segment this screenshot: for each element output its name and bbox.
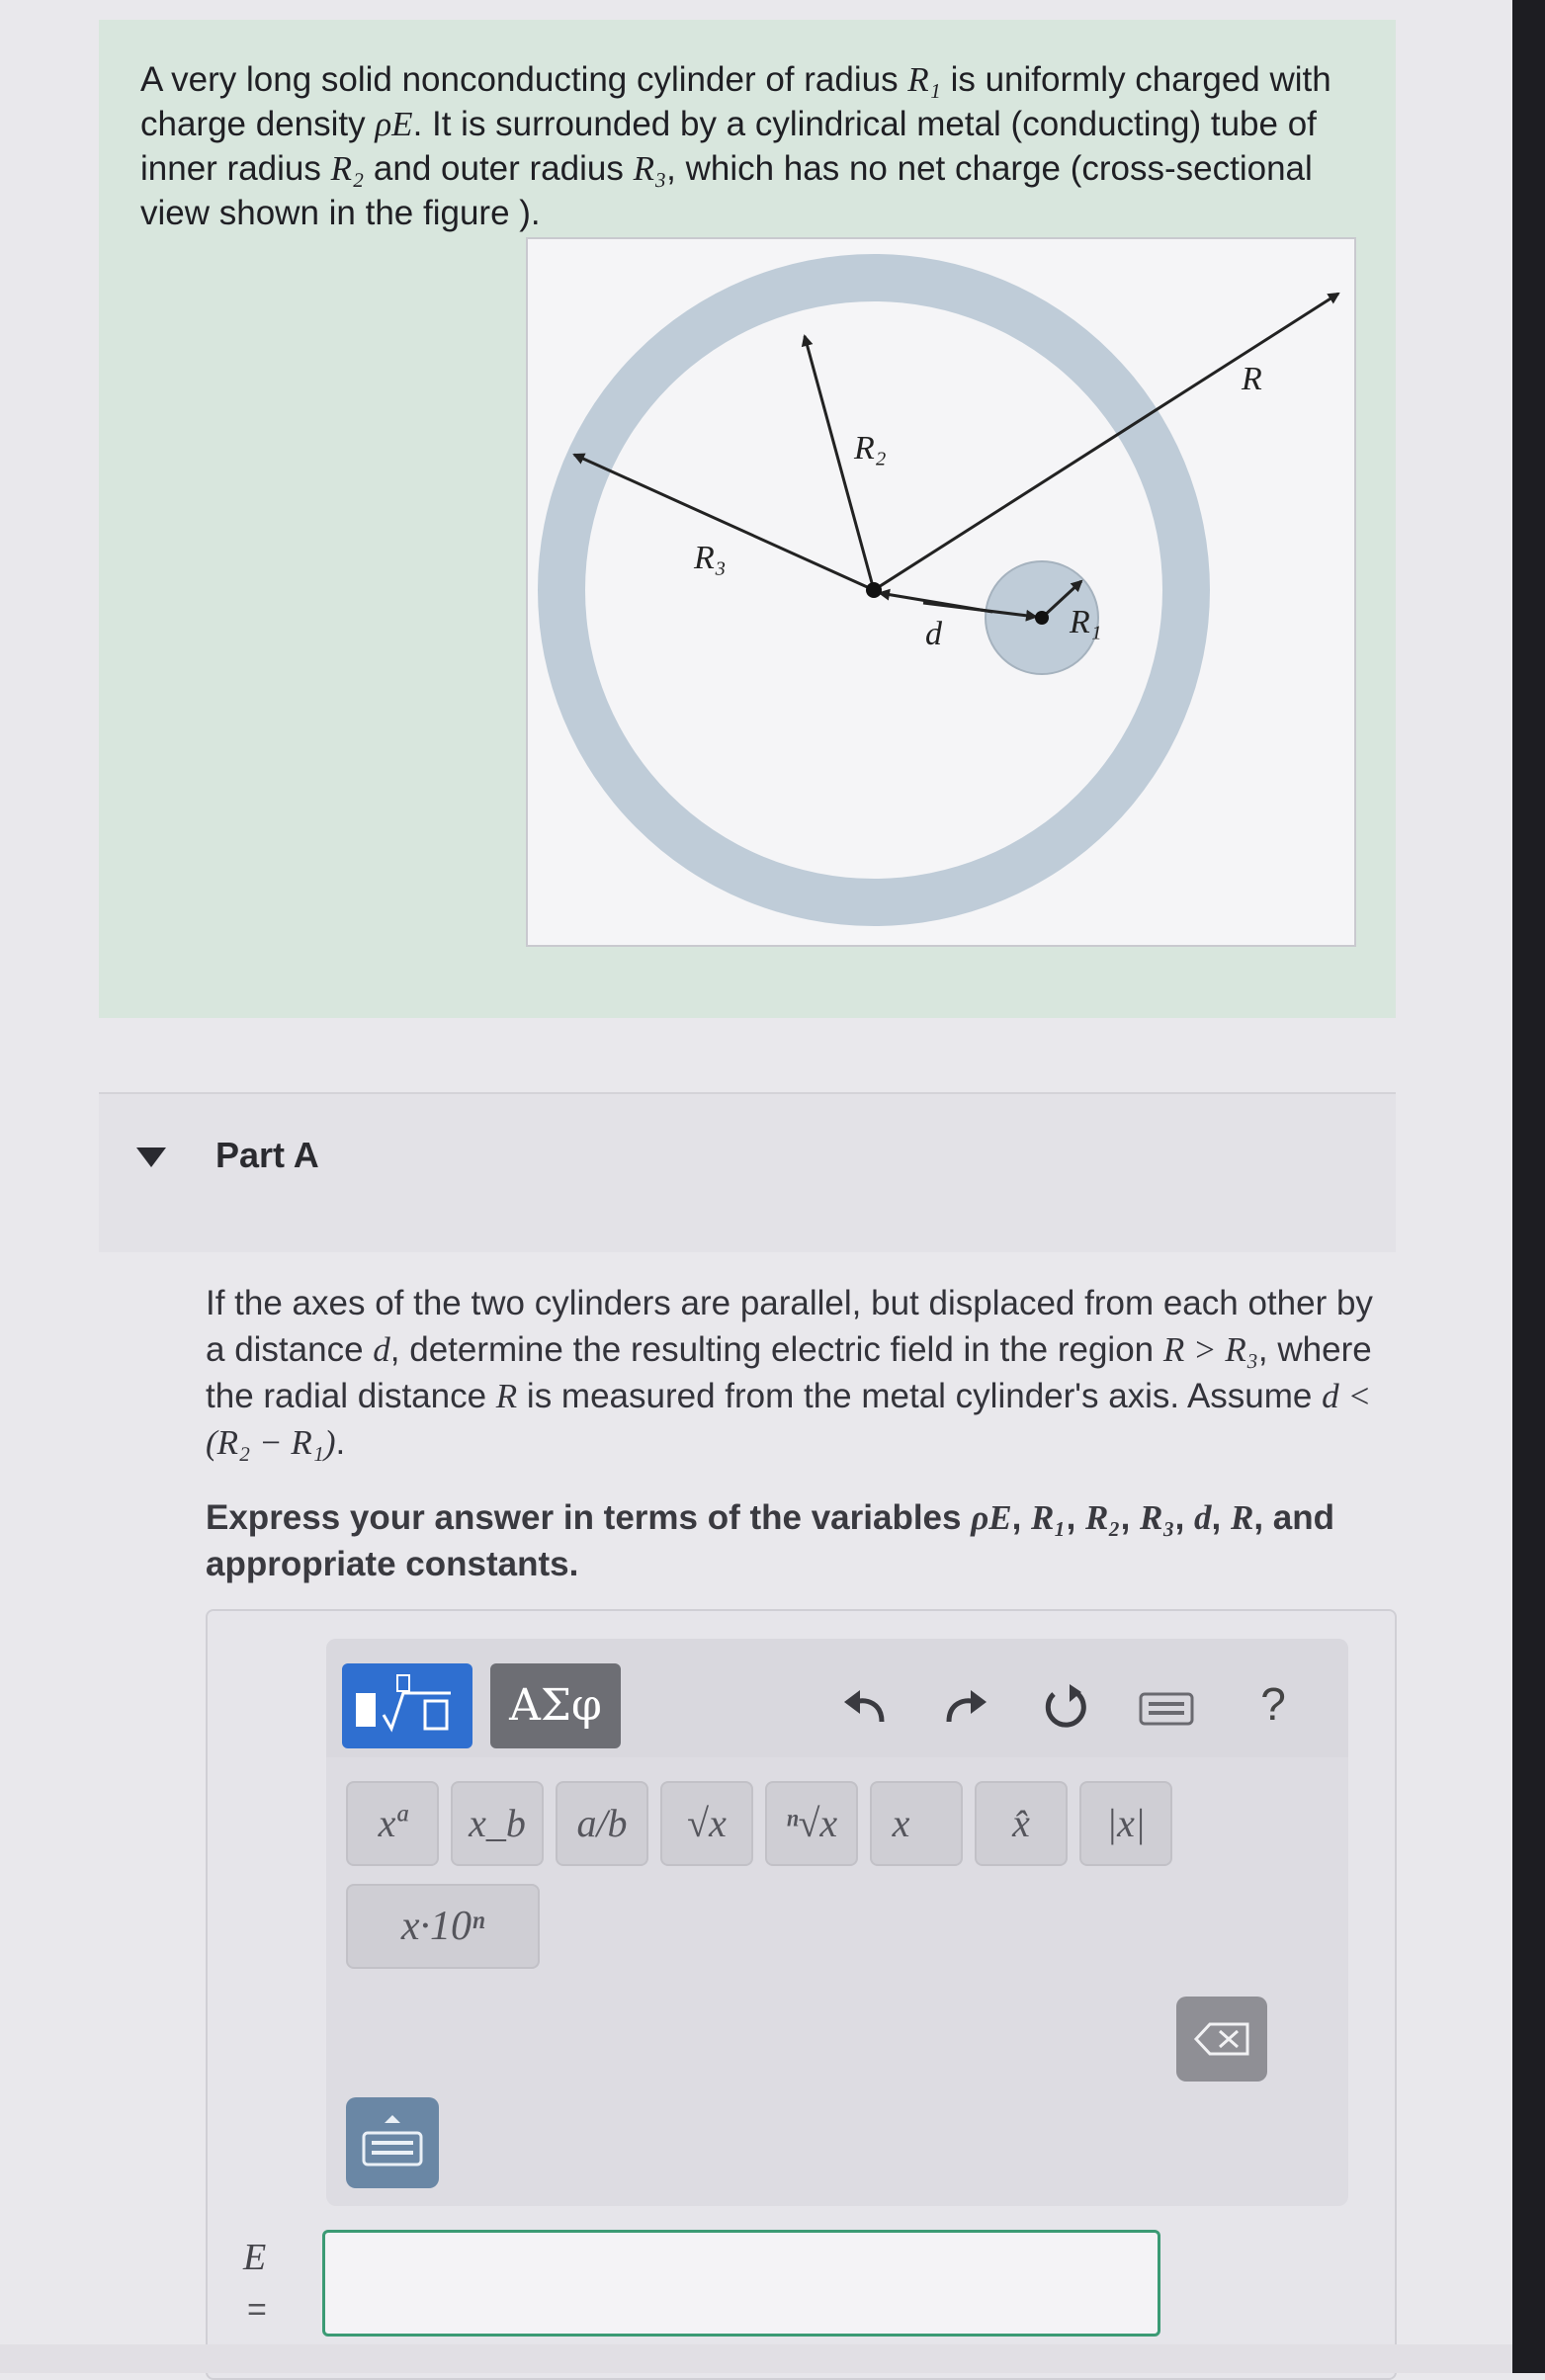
label-r3: R₃ <box>694 540 727 576</box>
unit-vector-key[interactable]: x̂ <box>975 1781 1068 1866</box>
reset-icon[interactable] <box>1038 1680 1093 1736</box>
var-rho-e: ρE <box>375 105 413 143</box>
keyboard-shortcuts-icon[interactable] <box>1139 1690 1194 1728</box>
bottom-strip <box>0 2344 1512 2373</box>
part-title: Part A <box>215 1135 319 1175</box>
keyboard-toggle-button[interactable] <box>346 2097 439 2188</box>
label-d: d <box>925 616 942 652</box>
fraction-key[interactable]: a/b <box>556 1781 648 1866</box>
caret-down-icon <box>136 1145 166 1170</box>
templates-icon <box>342 1663 472 1748</box>
help-button[interactable]: ? <box>1260 1678 1286 1730</box>
cross-section-figure <box>526 237 1356 947</box>
var-r1: R₁ <box>907 60 941 99</box>
var-d: d <box>373 1330 390 1369</box>
problem-statement: A very long solid nonconducting cylinder of radius R₁ is uniformly charged with charge density ρE. It is surrounded by a cylindrical metal (conducting) tube of inner radius R₂ and outer radius R₃, which has no net charge (cross-sectional view shown in the figure ). <box>140 60 1331 232</box>
undo-icon[interactable] <box>838 1680 894 1736</box>
question-text: If the axes of the two cylinders are parallel, but displaced from each other by a distance d, determine the resulting electric field in the region R > R₃, where the radial distance R is measured from the metal cylinder's axis. Assume d < (R₂ − R₁). <box>206 1284 1373 1462</box>
backspace-icon <box>1176 1997 1267 2082</box>
templates-button[interactable] <box>342 1663 472 1748</box>
vector-key[interactable]: x⃗ <box>870 1781 963 1866</box>
scientific-notation-key[interactable]: x·10ⁿ <box>346 1884 540 1969</box>
screen-edge <box>1512 0 1545 2373</box>
answer-instruction: Express your answer in terms of the variables ρE, R₁, R₂, R₃, d, R, and appropriate constants. <box>206 1498 1335 1583</box>
sqrt-key[interactable]: √x <box>660 1781 753 1866</box>
backspace-button[interactable] <box>1176 1997 1267 2082</box>
region-condition: R > R₃ <box>1162 1330 1258 1369</box>
math-toolbar-header <box>326 1639 1348 1757</box>
label-r1: R₁ <box>1070 604 1102 640</box>
tube-axis-dot <box>866 582 882 598</box>
label-r: R <box>1242 361 1262 397</box>
keyboard-icon <box>346 2097 439 2188</box>
var-r2: R₂ <box>330 149 365 188</box>
answer-equals: = <box>247 2291 267 2329</box>
cylinder-diagram <box>528 239 1354 945</box>
superscript-key[interactable]: xª <box>346 1781 439 1866</box>
abs-value-key[interactable]: |x| <box>1079 1781 1172 1866</box>
var-r3: R₃ <box>633 149 667 188</box>
label-r2: R₂ <box>854 430 887 467</box>
answer-input[interactable] <box>322 2230 1160 2337</box>
cylinder-axis-dot <box>1035 611 1049 625</box>
assumption: d < (R₂ − R₁) <box>206 1377 1371 1462</box>
redo-icon[interactable] <box>937 1680 992 1736</box>
nth-root-key[interactable]: ⁿ√x <box>765 1781 858 1866</box>
subscript-key[interactable]: x_b <box>451 1781 544 1866</box>
greek-symbols-button[interactable]: ΑΣφ <box>490 1663 621 1748</box>
answer-label: E <box>243 2237 267 2278</box>
collapse-part-toggle[interactable] <box>136 1145 166 1170</box>
var-r: R <box>495 1377 518 1415</box>
